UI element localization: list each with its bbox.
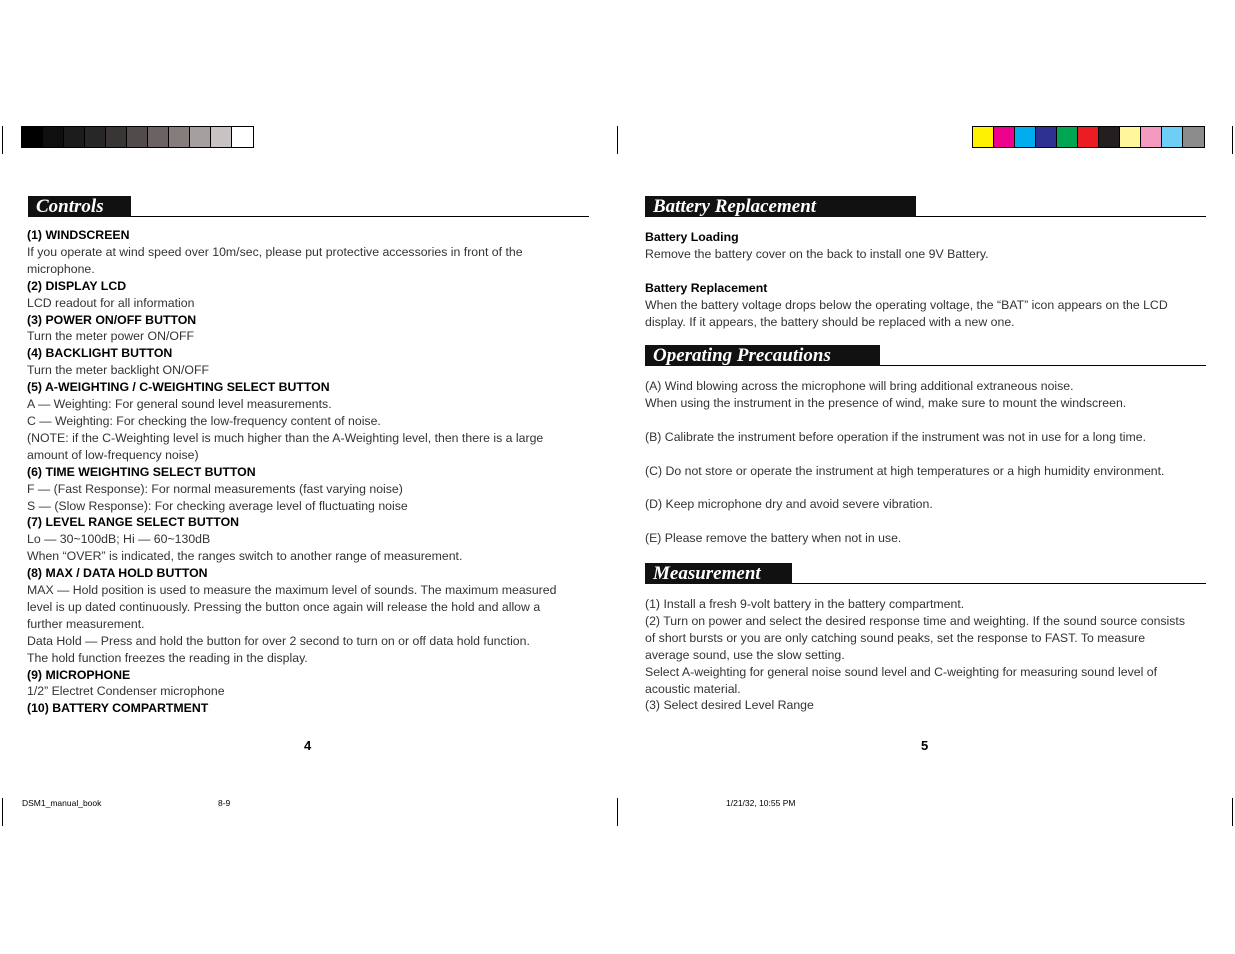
- control-item-title: (3) POWER ON/OFF BUTTON: [27, 312, 197, 327]
- color-swatch: [1162, 127, 1183, 147]
- battery-replacement-title: Battery Replacement: [645, 280, 768, 295]
- measurement-line: (1) Install a fresh 9-volt battery in the battery compartment.: [645, 597, 965, 611]
- control-item-description: Lo — 30~100dB; Hi — 60~130dB: [27, 532, 211, 547]
- precaution-a-detail: When using the instrument in the presence of wind, make sure to mount the windscreen.: [645, 395, 1127, 410]
- color-swatch: [1057, 127, 1078, 147]
- measurement-heading-label: Measurement: [645, 563, 792, 584]
- measurement-line: average sound, use the slow setting.: [645, 647, 845, 662]
- color-swatch: [232, 127, 253, 147]
- color-swatch: [1099, 127, 1120, 147]
- measurement-line: Select A-weighting for general noise sound level and C-weighting for measuring sound level of: [645, 664, 1157, 679]
- control-item-description: LCD readout for all information: [27, 295, 195, 310]
- color-swatch: [43, 127, 64, 147]
- crop-mark: [1232, 798, 1233, 826]
- color-swatch: [64, 127, 85, 147]
- color-swatch: [994, 127, 1015, 147]
- control-item-description: A — Weighting: For general sound level measurements.: [27, 397, 332, 412]
- control-item-description: Turn the meter power ON/OFF: [27, 329, 194, 344]
- control-item-title: (1) WINDSCREEN: [27, 228, 130, 242]
- operating-precautions-heading-label: Operating Precautions: [645, 345, 880, 366]
- measurement-line: acoustic material.: [645, 681, 741, 696]
- control-item-title: (7) LEVEL RANGE SELECT BUTTON: [27, 515, 240, 530]
- color-swatch: [211, 127, 232, 147]
- crop-mark: [617, 126, 618, 154]
- control-item-description: C — Weighting: For checking the low-frequency content of noise.: [27, 413, 381, 428]
- battery-loading-title: Battery Loading: [645, 230, 739, 244]
- controls-heading-label: Controls: [28, 196, 131, 217]
- control-item-title: (2) DISPLAY LCD: [27, 278, 127, 293]
- color-swatch: [190, 127, 211, 147]
- color-swatch: [1141, 127, 1162, 147]
- color-swatch: [22, 127, 43, 147]
- control-item-title: (4) BACKLIGHT BUTTON: [27, 346, 173, 361]
- controls-list: [27, 227, 592, 717]
- precaution-b: (B) Calibrate the instrument before operation if the instrument was not in use for a long time.: [645, 429, 1147, 444]
- battery-replacement-line: When the battery voltage drops below the operating voltage, the “BAT” icon appears on the LCD: [645, 297, 1168, 312]
- measurement-line: of short bursts or you are only catching sound peaks, set the response to FAST. To measure: [645, 630, 1146, 645]
- control-item-description: 1/2” Electret Condenser microphone: [27, 684, 225, 699]
- color-swatch: [169, 127, 190, 147]
- controls-heading: [28, 196, 589, 217]
- color-swatch: [85, 127, 106, 147]
- color-swatch: [1120, 127, 1141, 147]
- operating-precautions-heading: [645, 345, 1206, 366]
- footer-timestamp: 1/21/32, 10:55 PM: [726, 798, 796, 808]
- control-item-description: When “OVER” is indicated, the ranges switch to another range of measurement.: [27, 549, 463, 564]
- control-item-title: (10) BATTERY COMPARTMENT: [27, 701, 209, 716]
- control-item-description: level is up dated continuously. Pressing the button once again will release the hold and allow a: [27, 599, 541, 614]
- page-number-right: 5: [921, 738, 929, 753]
- measurement-section: [645, 596, 1210, 714]
- crop-mark: [617, 798, 618, 826]
- control-item-title: (6) TIME WEIGHTING SELECT BUTTON: [27, 464, 256, 479]
- color-swatch: [1036, 127, 1057, 147]
- measurement-heading: [645, 563, 1206, 584]
- control-item-description: amount of low-frequency noise): [27, 447, 199, 462]
- battery-replacement-line: display. If it appears, the battery should be replaced with a new one.: [645, 314, 1015, 329]
- footer-pages: 8-9: [218, 798, 231, 808]
- control-item-description: further measurement.: [27, 616, 145, 631]
- control-item-description: S — (Slow Response): For checking average level of fluctuating noise: [27, 498, 408, 513]
- measurement-line: (2) Turn on power and select the desired response time and weighting. If the sound source consists: [645, 613, 1186, 628]
- control-item-description: Turn the meter backlight ON/OFF: [27, 363, 210, 378]
- crop-mark: [2, 126, 3, 154]
- measurement-line: (3) Select desired Level Range: [645, 698, 814, 713]
- control-item-description: MAX — Hold position is used to measure the maximum level of sounds. The maximum measured: [27, 583, 557, 598]
- control-item-title: (5) A-WEIGHTING / C-WEIGHTING SELECT BUTTON: [27, 380, 330, 395]
- precaution-a: (A) Wind blowing across the microphone will bring additional extraneous noise.: [645, 379, 1074, 393]
- control-item-description: (NOTE: if the C-Weighting level is much higher than the A-Weighting level, then there is a large: [27, 430, 544, 445]
- precaution-c: (C) Do not store or operate the instrument at high temperatures or a high humidity environment.: [645, 463, 1165, 478]
- color-swatch: [127, 127, 148, 147]
- grayscale-color-bar: [21, 126, 254, 148]
- precautions-section: [645, 378, 1210, 547]
- precaution-e: (E) Please remove the battery when not in use.: [645, 531, 902, 546]
- color-swatch: [106, 127, 127, 147]
- precaution-d: (D) Keep microphone dry and avoid severe vibration.: [645, 497, 933, 512]
- crop-mark: [1232, 126, 1233, 154]
- control-item-title: (8) MAX / DATA HOLD BUTTON: [27, 566, 208, 581]
- crop-mark: [2, 798, 3, 826]
- battery-replacement-heading: [645, 196, 1206, 217]
- color-swatch: [1015, 127, 1036, 147]
- color-swatch: [1183, 127, 1204, 147]
- process-color-bar: [972, 126, 1205, 148]
- control-item-title: (9) MICROPHONE: [27, 667, 131, 682]
- footer-filename: DSM1_manual_book: [22, 798, 102, 808]
- color-swatch: [973, 127, 994, 147]
- control-item-description: The hold function freezes the reading in the display.: [27, 650, 308, 665]
- battery-loading-text: Remove the battery cover on the back to install one 9V Battery.: [645, 246, 989, 261]
- color-swatch: [148, 127, 169, 147]
- page-number-left: 4: [304, 738, 312, 753]
- control-item-description: Data Hold — Press and hold the button for over 2 second to turn on or off data hold function.: [27, 633, 530, 648]
- battery-section: [645, 229, 1210, 330]
- control-item-description: F — (Fast Response): For normal measurements (fast varying noise): [27, 481, 403, 496]
- control-item-description: microphone.: [27, 261, 95, 276]
- battery-replacement-heading-label: Battery Replacement: [645, 196, 916, 217]
- color-swatch: [1078, 127, 1099, 147]
- control-item-description: If you operate at wind speed over 10m/sec, please put protective accessories in front of the: [27, 244, 523, 259]
